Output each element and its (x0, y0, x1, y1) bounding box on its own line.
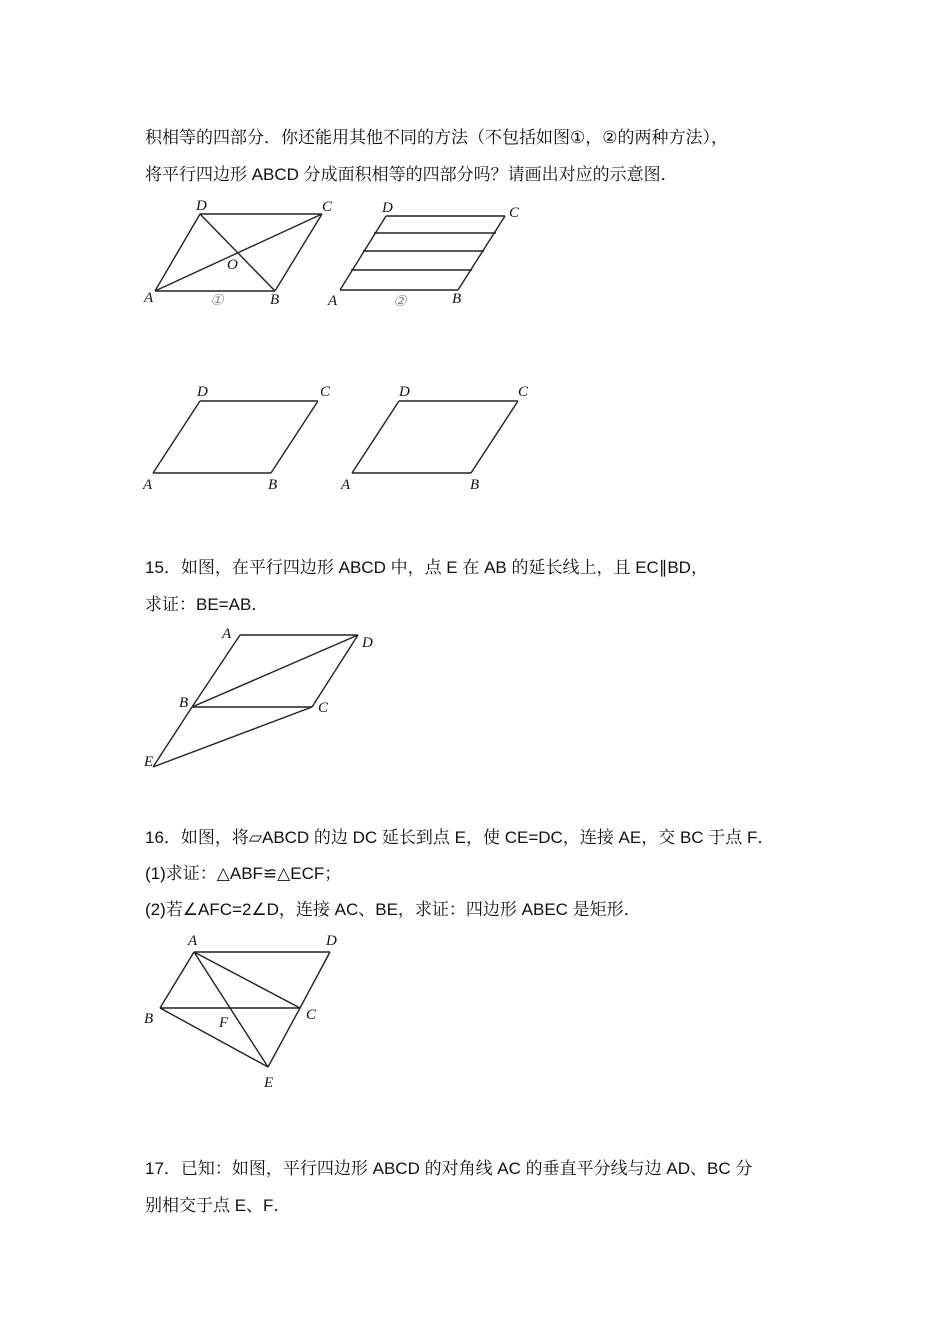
fig16-label-c: C (306, 1007, 317, 1023)
problem-17-line-2: 别相交于点 E、F． (145, 1196, 291, 1215)
fig3-label-d: D (197, 384, 208, 400)
fig2-label-c: C (509, 205, 520, 221)
fig15-label-c: C (318, 700, 329, 716)
fig2-label-b: B (452, 291, 462, 307)
fig3-label-c: C (320, 384, 331, 400)
fig15-label-d: D (362, 635, 373, 651)
fig16-label-f: F (219, 1015, 229, 1031)
fig1-label-d: D (196, 198, 207, 214)
fig2-caption: ② (393, 294, 407, 310)
fig1-label-b: B (270, 292, 280, 308)
problem-17-line-1: 17．已知：如图，平行四边形 ABCD 的对角线 AC 的垂直平分线与边 AD、BC 分 (145, 1159, 753, 1178)
fig4-label-d: D (399, 384, 410, 400)
fig1-label-a: A (144, 290, 154, 306)
fig4-label-b: B (470, 477, 480, 493)
problem-15-line-1: 15．如图，在平行四边形 ABCD 中，点 E 在 AB 的延长线上，且 EC∥BD， (145, 558, 708, 577)
fig16-label-e: E (264, 1075, 274, 1091)
fig2-label-a: A (328, 293, 338, 309)
problem-16-line-2: (1)求证：△ABF≌△ECF； (145, 864, 342, 883)
fig3-label-b: B (268, 477, 278, 493)
fig2-label-d: D (382, 200, 393, 216)
fig1-label-o: O (227, 257, 238, 273)
fig1-label-c: C (322, 199, 333, 215)
fig15-label-a: A (222, 626, 232, 642)
fig15-label-e: E (144, 754, 154, 770)
fig16-label-b: B (144, 1011, 154, 1027)
fig3-label-a: A (143, 477, 153, 493)
fig4-label-a: A (341, 477, 351, 493)
continuation-line-2: 将平行四边形 ABCD 分成面积相等的四部分吗？请画出对应的示意图． (145, 165, 678, 184)
problem-15-line-2: 求证：BE=AB． (145, 595, 269, 614)
problem-16-line-3: (2)若∠AFC=2∠D，连接 AC、BE，求证：四边形 ABEC 是矩形． (145, 900, 641, 919)
problem-16-line-1: 16．如图，将▱ABCD 的边 DC 延长到点 E，使 CE=DC，连接 AE，交 BC 于点 F． (145, 828, 775, 847)
fig15-label-b: B (179, 695, 189, 711)
fig16-label-d: D (326, 933, 337, 949)
fig4-label-c: C (518, 384, 529, 400)
fig16-label-a: A (188, 933, 198, 949)
fig1-caption: ① (210, 293, 224, 309)
continuation-line-1: 积相等的四部分．你还能用其他不同的方法（不包括如图①，②的两种方法）， (145, 128, 728, 147)
